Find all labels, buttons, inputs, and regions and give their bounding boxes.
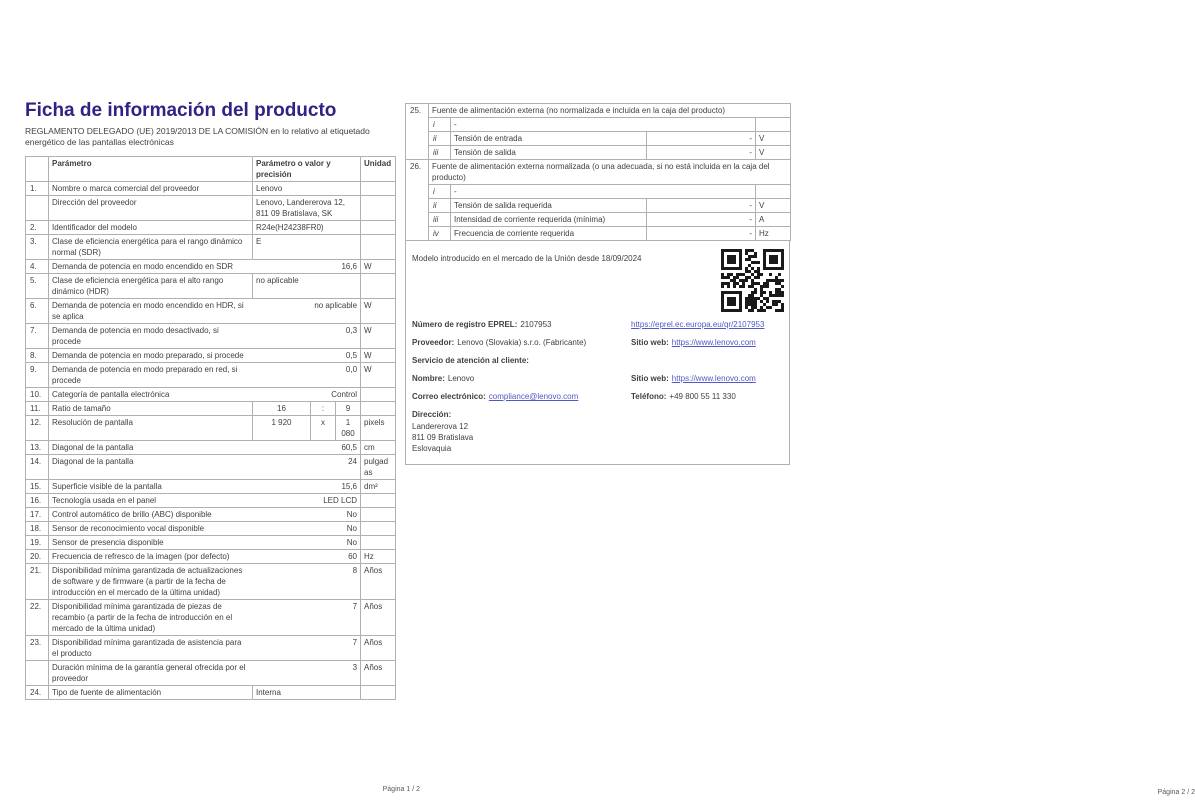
row-number: 6.: [26, 299, 49, 324]
value-cell: 3: [253, 661, 361, 686]
value-cell: 0,0: [253, 363, 361, 388]
unit-cell: dm²: [361, 480, 396, 494]
supplier-name: Lenovo (Slovakia) s.r.o. (Fabricante): [457, 338, 587, 347]
table-row: [26, 416, 396, 441]
value-cell: R24e(H24238FR0): [253, 221, 361, 235]
description-cell: Intensidad de corriente requerida (mínima): [451, 213, 647, 227]
parameter-cell: Nombre o marca comercial del proveedor: [49, 182, 253, 196]
product-info-table: [25, 156, 396, 700]
row-number: 12.: [26, 416, 49, 441]
section-header-row: [406, 160, 791, 185]
name-value: Lenovo: [447, 374, 475, 383]
row-number: [26, 661, 49, 686]
section-sub-row: [406, 227, 791, 241]
table-row: [26, 536, 396, 550]
value-cell: 8: [253, 564, 361, 600]
website-cell-2: [631, 373, 783, 384]
qr-code-icon: [721, 249, 784, 312]
parameter-cell: Diagonal de la pantalla: [49, 441, 253, 455]
value-cell: 60,5: [253, 441, 361, 455]
value-cell: 15,6: [253, 480, 361, 494]
value-cell: Lenovo: [253, 182, 361, 196]
regulation-subtitle: REGLAMENTO DELEGADO (UE) 2019/2013 DE LA COMISIÓN en lo relativo al etiquetado energético de las pantallas electrónicas: [25, 126, 370, 147]
parameter-cell: Dirección del proveedor: [49, 196, 253, 221]
parameter-cell: Categoría de pantalla electrónica: [49, 388, 253, 402]
unit-cell: [361, 686, 396, 700]
supplier-row: [412, 337, 783, 348]
unit-cell: Hz: [361, 550, 396, 564]
website-label: Sitio web:: [631, 338, 669, 347]
value-cell: -: [647, 227, 756, 241]
email-label: Correo electrónico:: [412, 392, 486, 401]
value-cell: 0,5: [253, 349, 361, 363]
parameter-cell: Sensor de reconocimiento vocal disponible: [49, 522, 253, 536]
value-cell: 7: [253, 636, 361, 661]
row-number: 2.: [26, 221, 49, 235]
unit-cell: W: [361, 363, 396, 388]
unit-cell: [361, 522, 396, 536]
value-cell: Lenovo, Landererova 12, 811 09 Bratislava, SK: [253, 196, 361, 221]
sub-index: i: [429, 118, 451, 132]
table-row: [26, 388, 396, 402]
row-number: 18.: [26, 522, 49, 536]
value-cell: 60: [253, 550, 361, 564]
email-link[interactable]: compliance@lenovo.com: [488, 392, 579, 401]
value-part-1: 16: [253, 402, 311, 416]
email-phone-row: [412, 391, 783, 402]
section-sub-row: [406, 185, 791, 199]
value-cell: -: [647, 213, 756, 227]
unit-cell: A: [756, 213, 791, 227]
unit-cell: [361, 536, 396, 550]
value-cell: Control: [253, 388, 361, 402]
address-line: Landererova 12: [412, 422, 469, 431]
row-number: 14.: [26, 455, 49, 480]
unit-cell: V: [756, 132, 791, 146]
row-number: 24.: [26, 686, 49, 700]
unit-cell: [361, 221, 396, 235]
eprel-label: Número de registro EPREL:: [412, 320, 518, 329]
row-number: 7.: [26, 324, 49, 349]
value-cell: -: [647, 199, 756, 213]
description-cell: Tensión de entrada: [451, 132, 647, 146]
eprel-registration: [412, 319, 631, 330]
header-unit: Unidad: [361, 157, 396, 182]
customer-service-heading: Servicio de atención al cliente:: [412, 356, 529, 365]
service-name: [412, 373, 631, 384]
parameter-cell: Demanda de potencia en modo preparado en red, si procede: [49, 363, 253, 388]
sub-index: i: [429, 185, 451, 199]
row-number: 20.: [26, 550, 49, 564]
sub-index: iv: [429, 227, 451, 241]
parameter-cell: Demanda de potencia en modo desactivado, si procede: [49, 324, 253, 349]
value-part-2: 1 080: [336, 416, 361, 441]
unit-cell: Años: [361, 564, 396, 600]
value-cell: -: [647, 132, 756, 146]
row-number: 9.: [26, 363, 49, 388]
parameter-cell: Superficie visible de la pantalla: [49, 480, 253, 494]
description-cell: -: [451, 118, 756, 132]
value-cell: E: [253, 235, 361, 260]
row-number: 13.: [26, 441, 49, 455]
table-row: [26, 686, 396, 700]
unit-cell: Hz: [756, 227, 791, 241]
parameter-cell: Diagonal de la pantalla: [49, 455, 253, 480]
row-number: [26, 196, 49, 221]
parameter-cell: Resolución de pantalla: [49, 416, 253, 441]
unit-cell: Años: [361, 600, 396, 636]
address-block: [412, 409, 783, 454]
address-line: Eslovaquia: [412, 444, 452, 453]
table-row: [26, 363, 396, 388]
unit-cell: V: [756, 199, 791, 213]
row-number: 5.: [26, 274, 49, 299]
market-contact-box: [405, 241, 790, 465]
unit-cell: [361, 494, 396, 508]
parameter-cell: Control automático de brillo (ABC) disponible: [49, 508, 253, 522]
parameter-cell: Ratio de tamaño: [49, 402, 253, 416]
power-supply-table: [405, 103, 791, 241]
table-row: [26, 441, 396, 455]
sub-index: iii: [429, 213, 451, 227]
value-cell: -: [647, 146, 756, 160]
parameter-cell: Tipo de fuente de alimentación: [49, 686, 253, 700]
row-number: 11.: [26, 402, 49, 416]
value-separator: x: [311, 416, 336, 441]
description-cell: Tensión de salida requerida: [451, 199, 647, 213]
phone-label: Teléfono:: [631, 392, 667, 401]
table-row: [26, 274, 396, 299]
table-row: [26, 550, 396, 564]
page-2: [405, 103, 1195, 796]
market-intro-text: Modelo introducido en el mercado de la Unión desde 18/09/2024: [412, 254, 642, 263]
unit-cell: Años: [361, 636, 396, 661]
page1-footer: Página 1 / 2: [382, 786, 420, 793]
table-row: [26, 402, 396, 416]
unit-cell: W: [361, 349, 396, 363]
table-header-row: [26, 157, 396, 182]
row-number: 10.: [26, 388, 49, 402]
value-part-2: 9: [336, 402, 361, 416]
website-link[interactable]: https://www.lenovo.com: [671, 338, 756, 347]
header-parameter: Parámetro: [49, 157, 253, 182]
table-row: [26, 299, 396, 324]
table-row: [26, 508, 396, 522]
table-row: [26, 636, 396, 661]
table-row: [26, 235, 396, 260]
value-cell: no aplicable: [253, 299, 361, 324]
eprel-link-cell: [631, 319, 783, 330]
unit-cell: [756, 118, 791, 132]
table-row: [26, 661, 396, 686]
section-number: 26.: [406, 160, 429, 241]
page2-footer: Página 2 / 2: [1157, 789, 1195, 796]
unit-cell: W: [361, 299, 396, 324]
page-title: Ficha de información del producto: [25, 100, 337, 121]
unit-cell: [361, 274, 396, 299]
website-label-2: Sitio web:: [631, 374, 669, 383]
parameter-cell: Disponibilidad mínima garantizada de actualizaciones de software y de firmware (a partir de la fecha de introducción en el mercado de la última unidad): [49, 564, 253, 600]
value-cell: 16,6: [253, 260, 361, 274]
row-number: 21.: [26, 564, 49, 600]
value-cell: 7: [253, 600, 361, 636]
description-cell: Tensión de salida: [451, 146, 647, 160]
unit-cell: [361, 182, 396, 196]
section-sub-row: [406, 213, 791, 227]
unit-cell: pixels: [361, 416, 396, 441]
table-row: [26, 480, 396, 494]
unit-cell: W: [361, 324, 396, 349]
row-number: 15.: [26, 480, 49, 494]
address-label: Dirección:: [412, 410, 452, 419]
parameter-cell: Identificador del modelo: [49, 221, 253, 235]
section-title: Fuente de alimentación externa normalizada (o una adecuada, si no está incluida en la caja del producto): [429, 160, 791, 185]
unit-cell: W: [361, 260, 396, 274]
name-label: Nombre:: [412, 374, 445, 383]
unit-cell: [361, 196, 396, 221]
value-cell: LED LCD: [253, 494, 361, 508]
parameter-cell: Demanda de potencia en modo encendido en HDR, si se aplica: [49, 299, 253, 324]
unit-cell: [756, 185, 791, 199]
value-separator: :: [311, 402, 336, 416]
header-number-cell: [26, 157, 49, 182]
table-row: [26, 494, 396, 508]
table-row: [26, 221, 396, 235]
parameter-cell: Demanda de potencia en modo encendido en SDR: [49, 260, 253, 274]
row-number: 23.: [26, 636, 49, 661]
unit-cell: cm: [361, 441, 396, 455]
value-cell: No: [253, 522, 361, 536]
description-cell: Frecuencia de corriente requerida: [451, 227, 647, 241]
description-cell: -: [451, 185, 756, 199]
section-number: 25.: [406, 104, 429, 160]
row-number: 22.: [26, 600, 49, 636]
eprel-row: [412, 319, 783, 330]
row-number: 17.: [26, 508, 49, 522]
website-cell: [631, 337, 783, 348]
table-row: [26, 196, 396, 221]
value-part-1: 1 920: [253, 416, 311, 441]
eprel-qr-link[interactable]: https://eprel.ec.europa.eu/qr/2107953: [631, 320, 765, 329]
unit-cell: [361, 388, 396, 402]
row-number: 3.: [26, 235, 49, 260]
unit-cell: V: [756, 146, 791, 160]
unit-cell: [361, 508, 396, 522]
parameter-cell: Tecnología usada en el panel: [49, 494, 253, 508]
table-row: [26, 260, 396, 274]
table-row: [26, 455, 396, 480]
parameter-cell: Duración mínima de la garantía general ofrecida por el proveedor: [49, 661, 253, 686]
value-cell: No: [253, 536, 361, 550]
sub-index: ii: [429, 132, 451, 146]
table-row: [26, 182, 396, 196]
unit-cell: pulgadas: [361, 455, 396, 480]
eprel-number: 2107953: [520, 320, 552, 329]
value-cell: no aplicable: [253, 274, 361, 299]
supplier-label: Proveedor:: [412, 338, 455, 347]
section-sub-row: [406, 132, 791, 146]
address-line: 811 09 Bratislava: [412, 433, 474, 442]
value-cell: 24: [253, 455, 361, 480]
row-number: 19.: [26, 536, 49, 550]
value-cell: Interna: [253, 686, 361, 700]
parameter-cell: Disponibilidad mínima garantizada de piezas de recambio (a partir de la fecha de introducción en el mercado de la última unidad): [49, 600, 253, 636]
value-cell: No: [253, 508, 361, 522]
header-value: Parámetro o valor y precisión: [253, 157, 361, 182]
sub-index: ii: [429, 199, 451, 213]
section-sub-row: [406, 146, 791, 160]
parameter-cell: Clase de eficiencia energética para el alto rango dinámico (HDR): [49, 274, 253, 299]
section-header-row: [406, 104, 791, 118]
section-sub-row: [406, 118, 791, 132]
section-title: Fuente de alimentación externa (no normalizada e incluida en la caja del producto): [429, 104, 791, 118]
table-row: [26, 600, 396, 636]
parameter-cell: Frecuencia de refresco de la imagen (por defecto): [49, 550, 253, 564]
table-row: [26, 349, 396, 363]
parameter-cell: Sensor de presencia disponible: [49, 536, 253, 550]
section-sub-row: [406, 199, 791, 213]
supplier-info: [412, 337, 631, 348]
customer-service-row: [412, 355, 783, 366]
parameter-cell: Clase de eficiencia energética para el rango dinámico normal (SDR): [49, 235, 253, 260]
parameter-cell: Demanda de potencia en modo preparado, si procede: [49, 349, 253, 363]
phone-number: +49 800 55 11 330: [669, 392, 736, 401]
unit-cell: [361, 402, 396, 416]
table-row: [26, 564, 396, 600]
table-row: [26, 324, 396, 349]
parameter-cell: Disponibilidad mínima garantizada de asistencia para el producto: [49, 636, 253, 661]
row-number: 4.: [26, 260, 49, 274]
table-row: [26, 522, 396, 536]
value-cell: 0,3: [253, 324, 361, 349]
email-cell: [412, 391, 631, 402]
row-number: 1.: [26, 182, 49, 196]
sub-index: iii: [429, 146, 451, 160]
website-link-2[interactable]: https://www.lenovo.com: [671, 374, 756, 383]
row-number: 16.: [26, 494, 49, 508]
row-number: 8.: [26, 349, 49, 363]
unit-cell: Años: [361, 661, 396, 686]
unit-cell: [361, 235, 396, 260]
service-name-row: [412, 373, 783, 384]
phone-cell: [631, 391, 783, 402]
